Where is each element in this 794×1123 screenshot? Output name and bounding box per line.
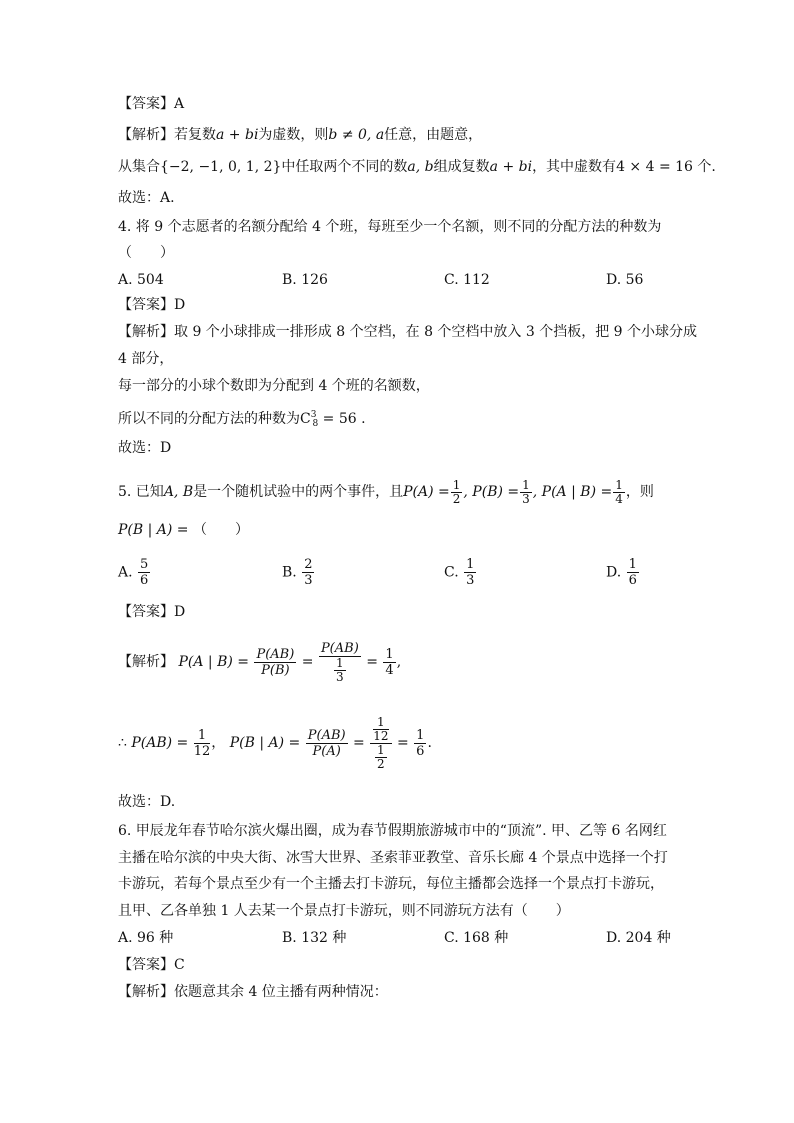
q6-stem-line-4: 且甲、乙各单独 1 人去某一个景点打卡游玩，则不同游玩方法有（ ） <box>118 903 570 919</box>
math-expr: a + bi <box>216 127 259 143</box>
q6-option-b: B. 132 种 <box>282 930 347 946</box>
math-expr: 4 × 4 = 16 个. <box>616 159 716 175</box>
fraction: $\frac{1}{2}$ <box>452 477 461 506</box>
q5-analysis-line-1 <box>118 632 401 692</box>
answer-label: 【答案】 <box>118 604 174 620</box>
q6-stem-line-2: 主播在哈尔滨的中央大街、冰雪大世界、圣索菲亚教堂、音乐长廊 4 个景点中选择一个打 <box>118 850 668 866</box>
q3-analysis-line-1 <box>118 125 482 145</box>
fraction <box>138 557 150 588</box>
answer-label: 【答案】 <box>118 96 174 112</box>
analysis-label: 【解析】 <box>118 984 174 1000</box>
math-expr: = <box>301 654 314 670</box>
q4-answer-line <box>118 295 185 315</box>
fraction-den: 6 <box>140 573 149 588</box>
math-expr: P(B | A) = <box>229 735 301 751</box>
math-expr: P(A) = <box>403 484 450 500</box>
q6-option-c: C. 168 种 <box>444 930 509 946</box>
math-expr: , P(A | B) = <box>532 484 613 500</box>
fraction: $\frac{P(AB)}{\frac{1}{3}}$ <box>320 640 359 684</box>
fraction-num: 5 <box>140 557 149 572</box>
q5-paren: （ ） <box>193 522 249 538</box>
q6-option-d: D. 204 种 <box>606 930 671 946</box>
math-expr: . <box>427 735 432 751</box>
q5-answer-value: D <box>174 604 186 620</box>
q4-option-d: D. 56 <box>606 272 644 288</box>
fraction-num: 1 <box>466 557 475 572</box>
fraction <box>302 557 314 588</box>
answer-label: 【答案】 <box>118 297 174 313</box>
fraction-num: 2 <box>304 557 313 572</box>
fraction: $\frac{P(AB)}{P(B)}$ <box>256 646 295 678</box>
math-expr: = <box>396 735 409 751</box>
q5-stem-text: ，则 <box>625 484 654 500</box>
q5-stem-line-1 <box>118 476 654 508</box>
q5-conclusion: 故选：D. <box>118 794 176 810</box>
math-expr: = <box>353 735 365 751</box>
answer-label: 【答案】 <box>118 957 174 973</box>
analysis-label: 【解析】 <box>118 324 174 340</box>
q4-option-c: C. 112 <box>444 272 490 288</box>
fraction: $\frac{1}{3}$ <box>522 477 530 506</box>
q4-analysis-text: 取 9 个小球排成一排形成 8 个空档，在 8 个空档中放入 3 个挡板，把 9 个小球分成 <box>174 324 698 340</box>
q3-analysis-line-2 <box>118 157 716 177</box>
math-expr: A, B <box>163 484 194 500</box>
q6-answer-line <box>118 955 185 975</box>
option-letter: B. <box>282 564 297 581</box>
q5-option-a <box>118 557 151 588</box>
math-expr: a, b <box>407 159 434 175</box>
q3-conclusion: 故选：A. <box>118 190 175 206</box>
q6-analysis-text: 依题意其余 4 位主播有两种情况： <box>174 984 388 1000</box>
q4-analysis-line-2: 4 部分， <box>118 351 174 367</box>
q5-stem-text: 5. 已知 <box>118 484 164 500</box>
fraction-num: 1 <box>628 557 637 572</box>
math-expr: a + bi <box>489 159 533 175</box>
q4-option-b: B. 126 <box>282 272 328 288</box>
q5-stem-line-2 <box>118 520 249 540</box>
q5-stem-text: 是一个随机试验中的两个事件，且 <box>193 484 404 500</box>
q6-analysis-line-1 <box>118 982 388 1002</box>
q4-analysis-line-4 <box>118 405 366 434</box>
fraction: $\frac{1}{4}$ <box>385 646 394 678</box>
math-expr: $C^3_8 = 56$ . <box>300 410 366 429</box>
fraction: $\frac{1}{4}$ <box>615 477 623 506</box>
q4-analysis-text: 所以不同的分配方法的种数为 <box>118 411 300 427</box>
q4-paren: （ ） <box>118 245 174 261</box>
q4-analysis-line-1 <box>118 322 697 342</box>
q3-analysis-text: 从集合 <box>118 159 160 175</box>
q3-analysis-text: 为虚数，则 <box>258 127 329 143</box>
analysis-label: 【解析】 <box>118 654 174 670</box>
q5-option-c <box>444 557 477 588</box>
q3-answer-value: A <box>174 96 185 112</box>
q5-analysis-line-2 <box>118 708 432 778</box>
q4-answer-value: D <box>174 297 186 313</box>
q4-stem: 4. 将 9 个志愿者的名额分配给 4 个班，每班至少一个名额，则不同的分配方法的种数为 <box>118 219 662 235</box>
math-expr: P(AB) = <box>131 735 189 751</box>
q4-conclusion: 故选：D <box>118 440 172 456</box>
q5-answer-line <box>118 602 185 622</box>
math-expr: , P(B) = <box>463 484 520 500</box>
q3-answer-line <box>118 94 184 114</box>
q3-analysis-text: 中任取两个不同的数 <box>281 159 408 175</box>
option-letter: C. <box>444 564 459 581</box>
analysis-label: 【解析】 <box>118 127 174 143</box>
fraction: $\frac{P(AB)}{P(A)}$ <box>307 727 346 759</box>
q6-answer-value: C <box>174 957 185 973</box>
q3-analysis-text: 任意，由题意， <box>384 127 483 143</box>
fraction-den: 3 <box>466 573 475 588</box>
q5-option-b <box>282 557 315 588</box>
q4-option-a: A. 504 <box>118 272 164 288</box>
option-letter: A. <box>118 564 133 581</box>
fraction <box>464 557 476 588</box>
math-set: {−2, −1, 0, 1, 2} <box>160 159 282 175</box>
q3-analysis-text: ，其中虚数有 <box>532 159 617 175</box>
q5-option-d <box>606 557 640 588</box>
q6-option-a: A. 96 种 <box>118 930 174 946</box>
fraction: $\frac{1}{6}$ <box>416 727 425 759</box>
math-expr: = <box>366 654 378 670</box>
fraction <box>627 557 639 588</box>
fraction-den: 3 <box>304 573 313 588</box>
math-expr: P(B | A) = <box>118 522 193 538</box>
fraction: $\frac{\frac{1}{12}}{\frac{1}{2}}$ <box>370 716 391 771</box>
math-expr: ， <box>211 735 226 751</box>
q6-stem-line-1: 6. 甲辰龙年春节哈尔滨火爆出圈，成为春节假期旅游城市中的“顶流”. 甲、乙等 6 名网红 <box>118 823 667 839</box>
q6-stem-line-3: 卡游玩，若每个景点至少有一个主播去打卡游玩，每位主播都会选择一个景点打卡游玩， <box>118 876 664 892</box>
math-expr: ∴ <box>118 735 132 751</box>
q3-analysis-text: 组成复数 <box>433 159 490 175</box>
math-expr: P(A | B) = <box>178 654 249 670</box>
math-expr: , <box>396 654 402 670</box>
q4-analysis-line-3: 每一部分的小球个数即为分配到 4 个班的名额数， <box>118 378 430 394</box>
option-letter: D. <box>606 564 622 581</box>
fraction: $\frac{1}{12}$ <box>193 727 211 759</box>
math-expr: b ≠ 0, a <box>328 127 385 143</box>
q3-analysis-text: 若复数 <box>174 127 216 143</box>
fraction-den: 6 <box>628 573 637 588</box>
